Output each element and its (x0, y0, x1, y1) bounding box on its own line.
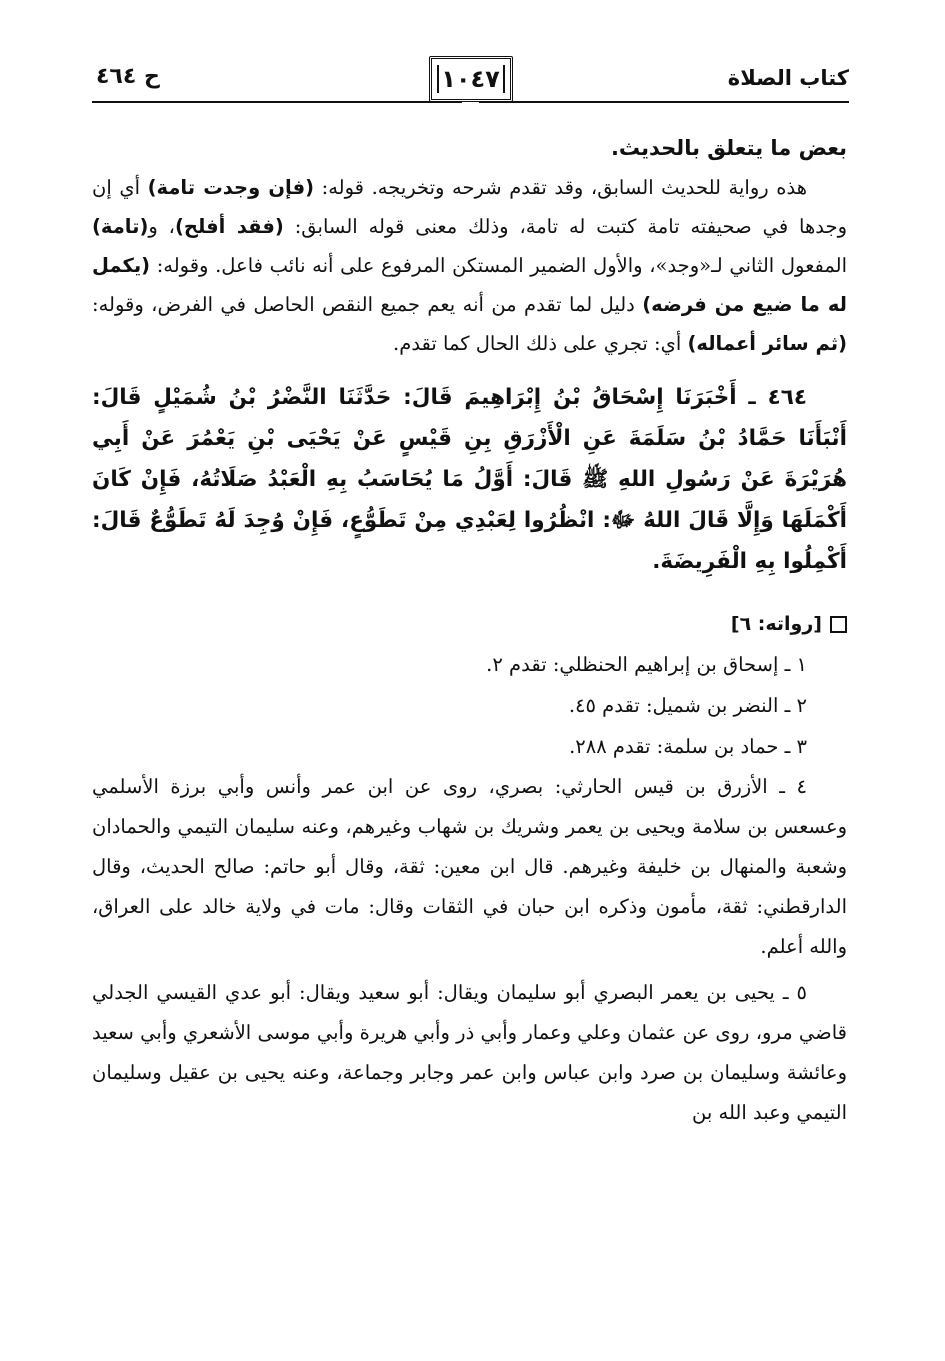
hadith-reference: ح ٤٦٤ (96, 64, 160, 89)
narrators-heading-label: [رواته: ٦] (730, 613, 822, 635)
square-bullet-icon (830, 616, 847, 633)
page-header (92, 56, 849, 106)
book-title: كتاب الصلاة (727, 66, 849, 90)
text-run: المفعول الثاني لـ«وجد»، والأول الضمير المستكن المرفوع على أنه نائب فاعل. وقوله: (150, 254, 847, 277)
narrators-heading (92, 604, 847, 644)
narrator-item: ٢ ـ النضر بن شميل: تقدم ٤٥. (568, 694, 807, 717)
narrator-item: ٣ ـ حماد بن سلمة: تقدم ٢٨٨. (569, 735, 807, 758)
quoted-phrase: (ثم سائر أعماله) (687, 332, 847, 355)
section-title: بعض ما يتعلق بالحديث. (610, 136, 847, 160)
quoted-phrase: (يكمل له ما ضيع من فرضه) (92, 254, 847, 316)
header-rule-left (92, 101, 462, 103)
quoted-phrase: (تامة) (92, 215, 149, 238)
quoted-phrase: (فقد أفلح) (174, 215, 284, 238)
narrator-item: ١ ـ إسحاق بن إبراهيم الحنظلي: تقدم ٢. (486, 653, 807, 676)
hadith-text: ٤٦٤ ـ أَخْبَرَنَا إِسْحَاقُ بْنُ إِبْرَاهِيمَ قَالَ: حَدَّثَنَا النَّضْرُ بْنُ شُمَيْلٍ قَالَ: أَنْبَأَنَا حَمَّادُ بْنُ سَلَمَةَ عَنِ الْأَزْرَقِ بِنِ قَيْسٍ عَنْ يَحْيَى بْنِ يَعْمُرَ عَنْ أَبِي هُرَيْرَةَ عَنْ رَسُولِ اللهِ ﷺ قَالَ: أَوَّلُ مَا يُحَاسَبُ بِهِ الْعَبْدُ صَلَاتُهُ، فَإِنْ كَانَ أَكْمَلَهَا وَإِلَّا قَالَ اللهُ ﷻ: انْظُرُوا لِعَبْدِي مِنْ تَطَوُّعٍ، فَإِنْ وُجِدَ لَهُ تَطَوُّعٌ قَالَ: أَكْمِلُوا بِهِ الْفَرِيضَةَ. (92, 385, 847, 574)
text-run: دليل لما تقدم من أنه يعم جميع النقص الحاصل في الفرض، وقوله: (92, 293, 643, 316)
page-number: ١٠٤٧ (429, 56, 513, 102)
narrator-biography: ٤ ـ الأزرق بن قيس الحارثي: بصري، روى عن ابن عمر وأنس وأبي برزة الأسلمي وعسعس بن سلامة ويحيى بن يعمر وشريك بن شهاب وغيرهم، وعنه سليمان التيمي والحمادان وشعبة والمنهال بن خليفة وغيرهم. قال ابن معين: ثقة، وقال أبو حاتم: صالح الحديث، وقال الدارقطني: ثقة، مأمون وذكره ابن حبان في الثقات وقال: مات في ولاية خالد على العراق، والله أعلم. (92, 775, 847, 958)
text-run: ، و (148, 215, 175, 238)
page-body (92, 124, 847, 1133)
text-run: أي: تجري على ذلك الحال كما تقدم. (393, 332, 688, 355)
header-rule-right (479, 101, 849, 103)
narrator-biography: ٥ ـ يحيى بن يعمر البصري أبو سليمان ويقال: أبو سعيد ويقال: أبو عدي القيسي الجدلي قاضي مرو، روى عن عثمان وعلي وعمار وأبي ذر وأبي هريرة وأبي موسى الأشعري وأبي سعيد وعائشة وسليمان بن صرد وابن عباس وابن عمر وجابر وجماعة، وعنه يحيى بن عقيل وسليمان التيمي وعبد الله بن (92, 981, 847, 1124)
commentary-paragraph (92, 168, 847, 363)
text-run: هذه رواية للحديث السابق، وقد تقدم شرحه وتخريجه. قوله: (314, 176, 808, 199)
text-run: أي إن وجدها في صحيفته تامة كتبت له تامة، وذلك معنى قوله السابق: (92, 176, 847, 238)
quoted-phrase: (فإن وجدت تامة) (147, 176, 315, 199)
